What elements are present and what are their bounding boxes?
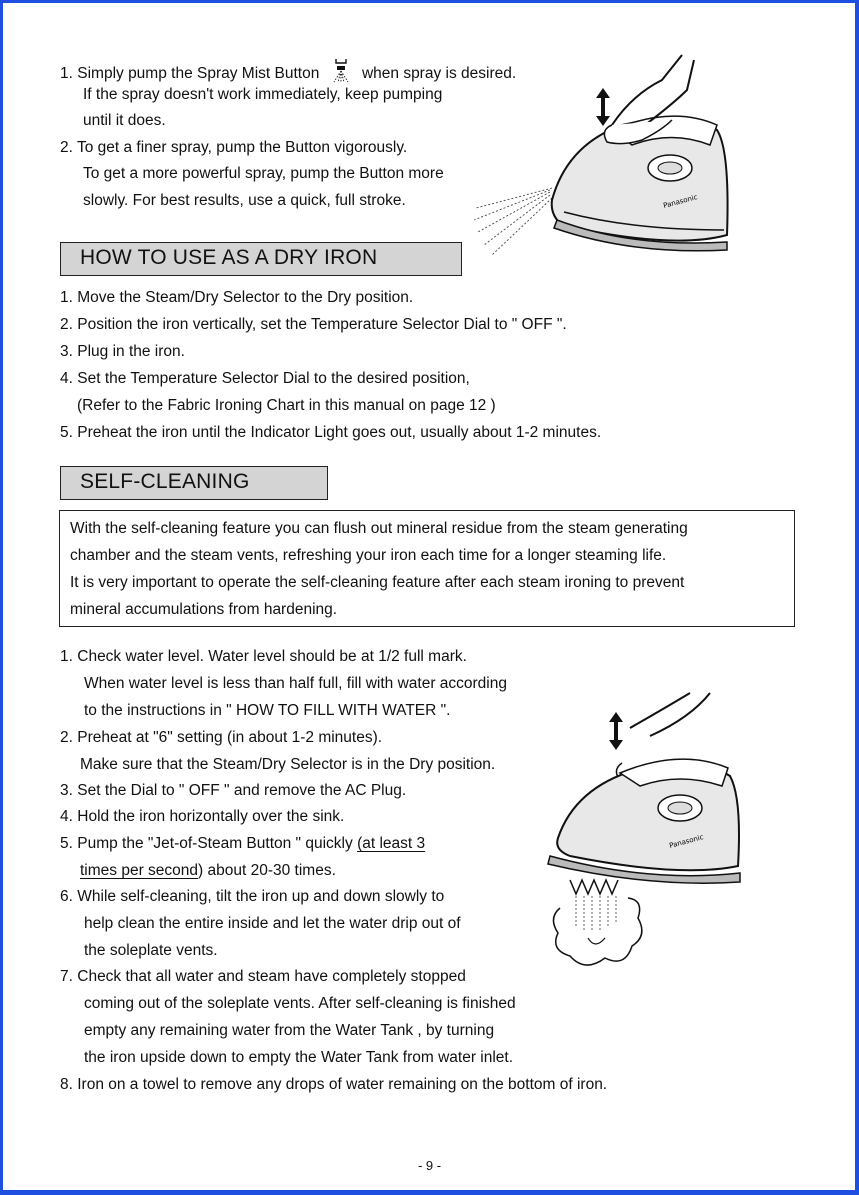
clean-step-7-line-4: the iron upside down to empty the Water Tank from water inlet. (84, 1049, 514, 1066)
notice-line: With the self-cleaning feature you can flush out mineral residue from the steam generating (70, 520, 688, 537)
self-cleaning-iron-illustration (540, 688, 760, 978)
notice-line: chamber and the steam vents, refreshing your iron each time for a longer steaming life. (70, 547, 667, 564)
notice-line: mineral accumulations from hardening. (70, 601, 338, 618)
dry-step-4-note: (Refer to the Fabric Ironing Chart in this manual on page 12 ) (77, 397, 496, 414)
clean-step-6-line-2: help clean the entire inside and let the water drip out of (84, 915, 461, 932)
clean-step-1-line-3: to the instructions in " HOW TO FILL WITH WATER ". (84, 702, 451, 719)
page-number: - 9 - (417, 1158, 442, 1173)
up-down-arrow-icon (609, 712, 623, 750)
spray-step-1-line-2: If the spray doesn't work immediately, keep pumping (83, 86, 443, 103)
clean-step-7-line-3: empty any remaining water from the Water Tank , by turning (84, 1022, 495, 1039)
clean-step-7-line-2: coming out of the soleplate vents. After self-cleaning is finished (84, 995, 516, 1012)
clean-step-4: 4. Hold the iron horizontally over the sink. (60, 808, 345, 825)
self-cleaning-header: SELF-CLEANING (60, 466, 328, 500)
dry-step-2: 2. Position the iron vertically, set the Temperature Selector Dial to " OFF ". (60, 316, 567, 333)
steam-cloud-icon (553, 898, 641, 965)
dry-step-4: 4. Set the Temperature Selector Dial to the desired position, (60, 370, 470, 387)
spray-step-2-line-3: slowly. For best results, use a quick, full stroke. (83, 192, 406, 209)
clean-step-1-line-2: When water level is less than half full, fill with water according (84, 675, 507, 692)
up-down-arrow-icon (596, 88, 610, 126)
clean-step-5-line-2: times per second) about 20-30 times. (80, 862, 336, 879)
clean-step-7: 7. Check that all water and steam have completely stopped (60, 968, 466, 985)
spray-step-2-line-2: To get a more powerful spray, pump the Button more (83, 165, 444, 182)
spray-mist-button-icon (330, 58, 352, 84)
self-cleaning-notice-box (59, 510, 795, 627)
mist-spray-icon (474, 188, 552, 255)
spray-step-1: 1. Simply pump the Spray Mist Button when spray is desired. (60, 58, 516, 84)
steam-stream-icon (576, 896, 616, 932)
clean-step-5: 5. Pump the "Jet-of-Steam Button " quickly (at least 3 (60, 835, 426, 852)
dry-step-1: 1. Move the Steam/Dry Selector to the Dry position. (60, 289, 414, 306)
dry-iron-header: HOW TO USE AS A DRY IRON (60, 242, 462, 276)
clean-step-2-line-2: Make sure that the Steam/Dry Selector is in the Dry position. (80, 756, 496, 773)
steam-jet-icon (570, 880, 618, 894)
dry-step-3: 3. Plug in the iron. (60, 343, 185, 360)
clean-step-2: 2. Preheat at "6" setting (in about 1-2 minutes). (60, 729, 383, 746)
dry-step-5: 5. Preheat the iron until the Indicator Light goes out, usually about 1-2 minutes. (60, 424, 602, 441)
notice-line: It is very important to operate the self-cleaning feature after each steam ironing to prevent (70, 574, 685, 591)
clean-step-3: 3. Set the Dial to " OFF " and remove the AC Plug. (60, 782, 407, 799)
clean-step-8: 8. Iron on a towel to remove any drops of water remaining on the bottom of iron. (60, 1076, 608, 1093)
brand-label: Panasonic (662, 193, 699, 210)
clean-step-6-line-3: the soleplate vents. (84, 942, 218, 959)
spray-step-1-line-3: until it does. (83, 112, 166, 129)
clean-step-1: 1. Check water level. Water level should be at 1/2 full mark. (60, 648, 467, 665)
spray-iron-illustration (472, 50, 752, 270)
spray-step-2: 2. To get a finer spray, pump the Button vigorously. (60, 139, 408, 156)
brand-label: Panasonic (668, 833, 705, 850)
clean-step-6: 6. While self-cleaning, tilt the iron up and down slowly to (60, 888, 445, 905)
